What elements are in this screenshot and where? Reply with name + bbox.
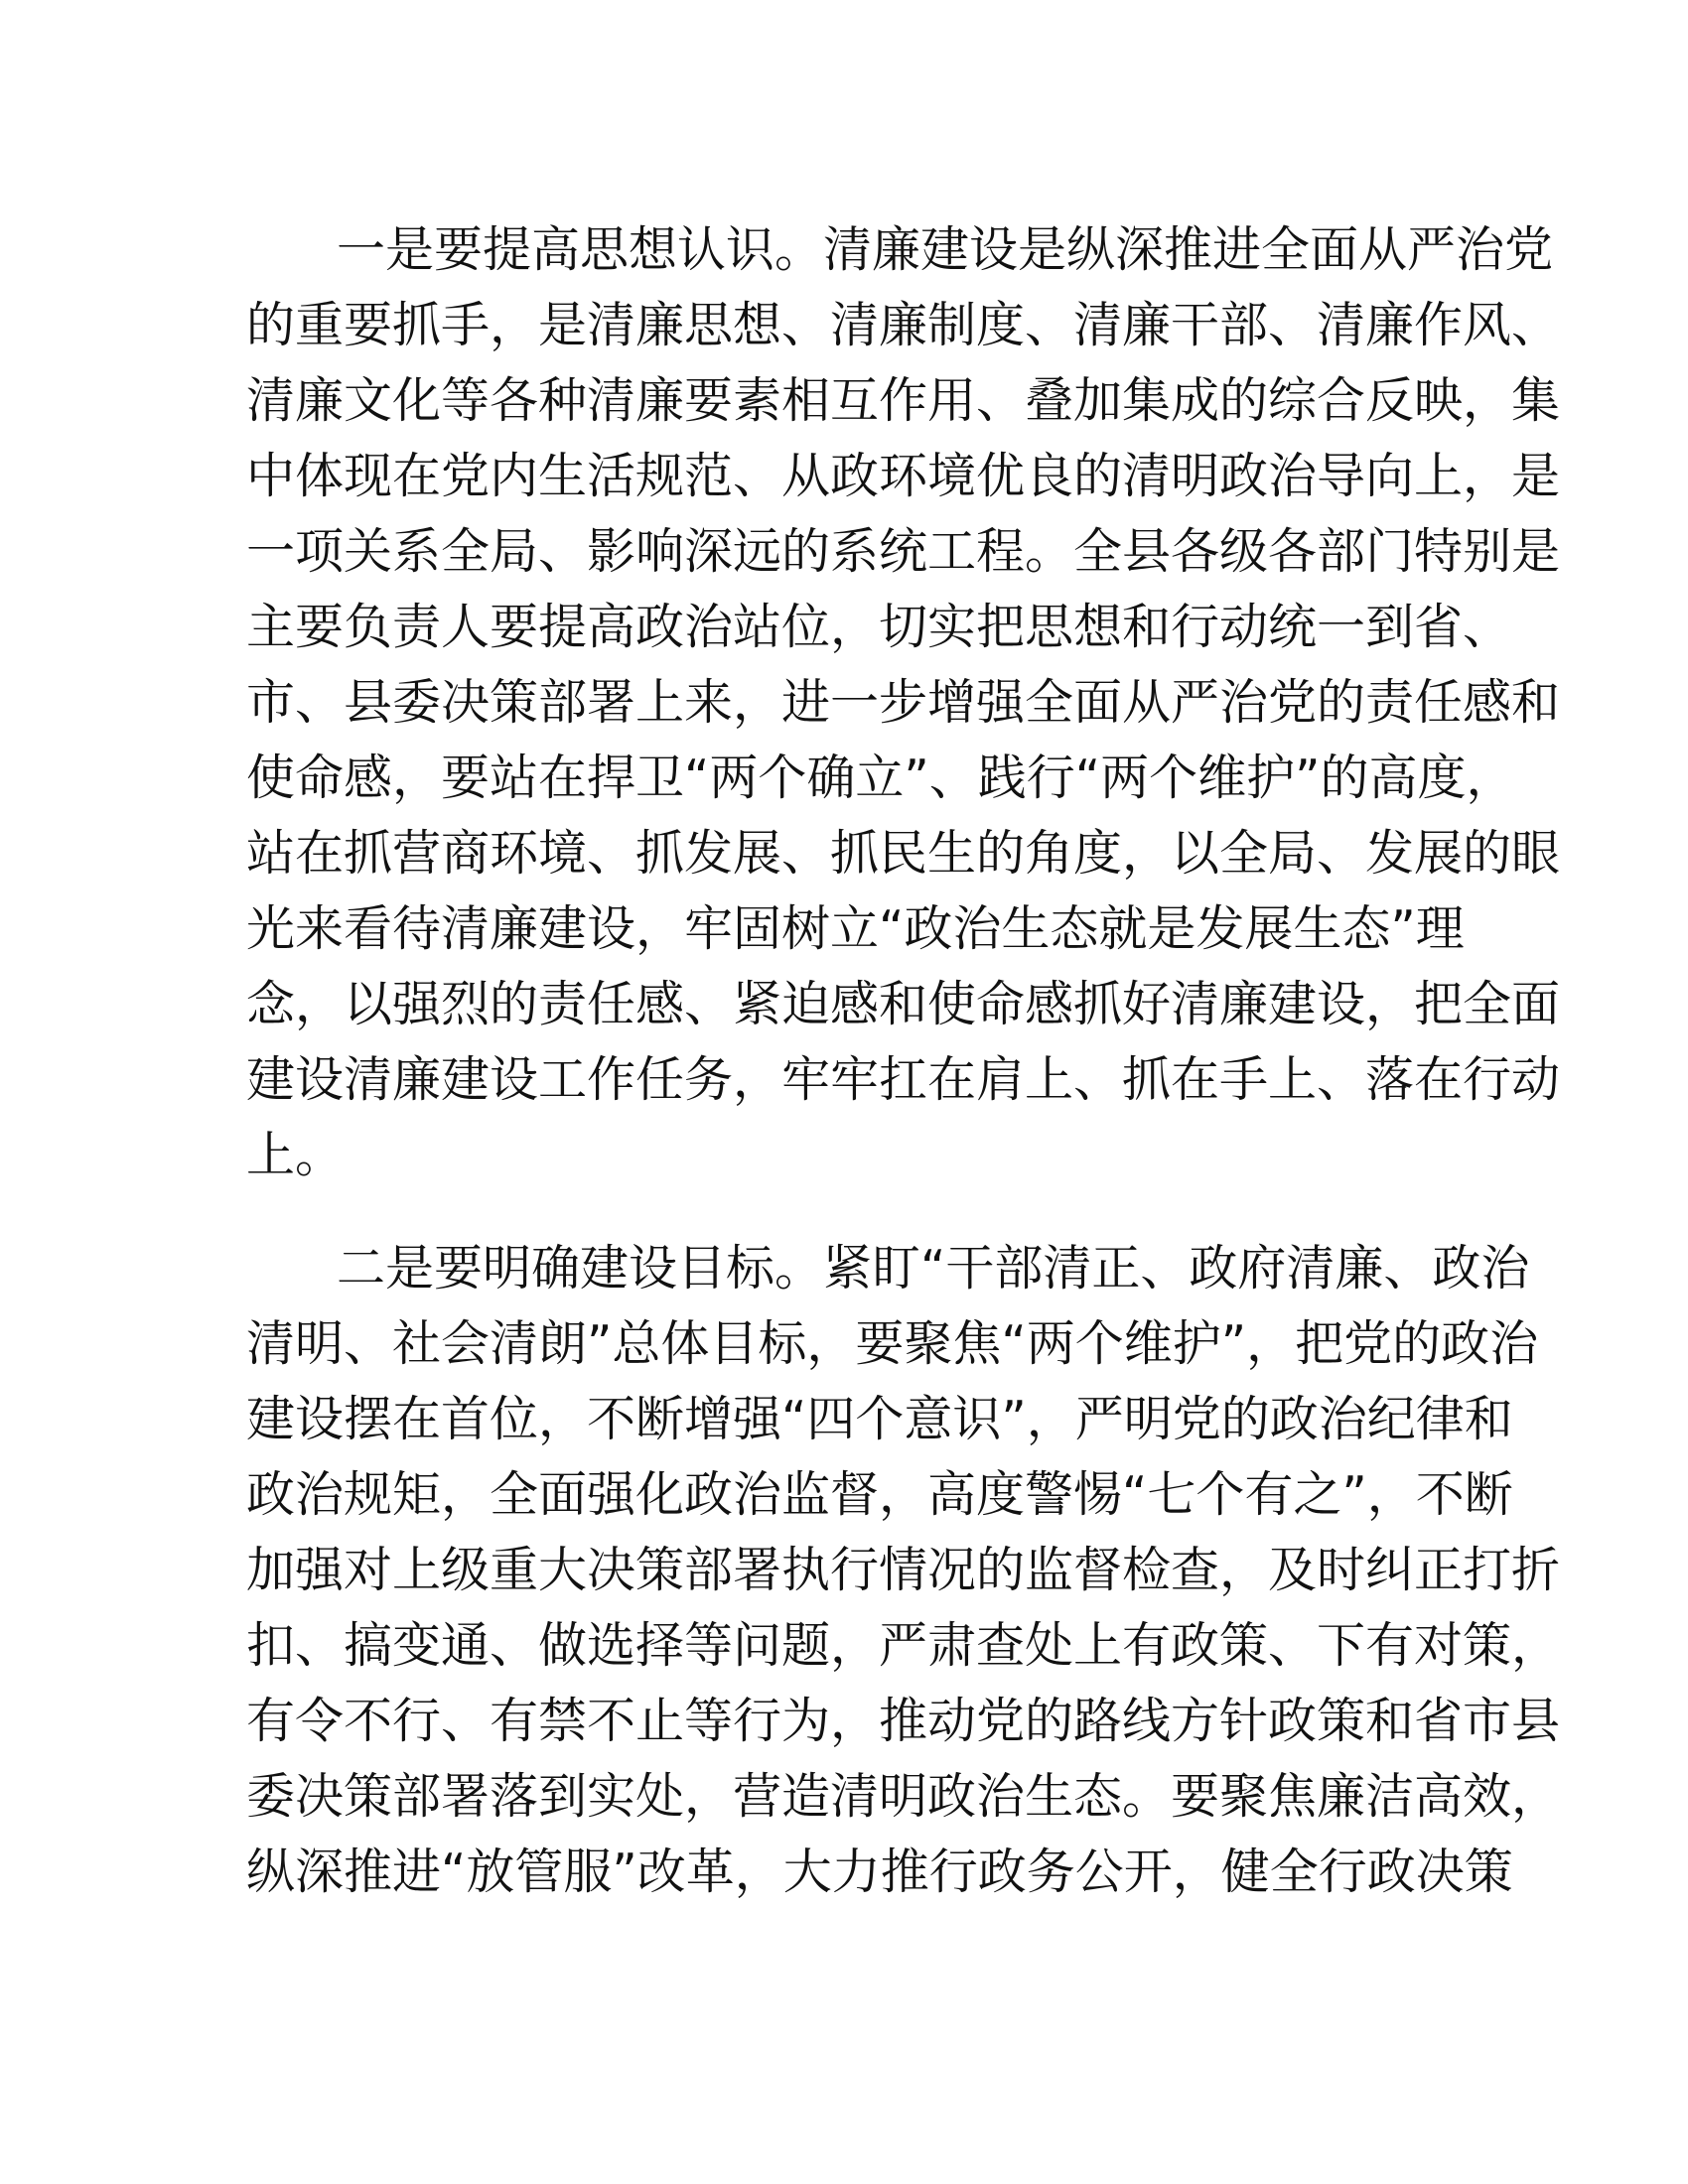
paragraph-2-line-3: 建设摆在首位，不断增强“四个意识”，严明党的政治纪律和	[246, 1391, 1513, 1447]
paragraph-1-line-12: 建设清廉建设工作任务，牢牢扛在肩上、抓在手上、落在行动	[246, 1051, 1561, 1108]
paragraph-2-line-8: 委决策部署落到实处，营造清明政治生态。要聚焦廉洁高效，	[246, 1768, 1561, 1825]
paragraph-2-line-5: 加强对上级重大决策部署执行情况的监督检查，及时纠正打折	[246, 1542, 1561, 1598]
paragraph-1-line-13: 上。	[246, 1127, 345, 1183]
paragraph-2-line-2: 清明、社会清朗”总体目标，要聚焦“两个维护”，把党的政治	[246, 1315, 1539, 1372]
paragraph-1-line-9: 站在抓营商环境、抓发展、抓民生的角度，以全局、发展的眼	[246, 825, 1561, 882]
paragraph-1-line-8: 使命感，要站在捍卫“两个确立”、践行“两个维护”的高度，	[246, 750, 1515, 806]
paragraph-1-line-6: 主要负责人要提高政治站位，切实把思想和行动统一到省、	[246, 599, 1512, 655]
paragraph-2-line-4: 政治规矩，全面强化政治监督，高度警惕“七个有之”，不断	[246, 1466, 1513, 1523]
paragraph-1-line-10: 光来看待清廉建设，牢固树立“政治生态就是发展生态”理	[246, 900, 1465, 957]
paragraph-1-line-3: 清廉文化等各种清廉要素相互作用、叠加集成的综合反映，集	[246, 372, 1561, 429]
paragraph-1-line-2: 的重要抓手，是清廉思想、清廉制度、清廉干部、清廉作风、	[246, 297, 1561, 353]
paragraph-1-line-5: 一项关系全局、影响深远的系统工程。全县各级各部门特别是	[246, 523, 1561, 580]
paragraph-2-line-6: 扣、搞变通、做选择等问题，严肃查处上有政策、下有对策，	[246, 1617, 1561, 1674]
paragraph-2-line-7: 有令不行、有禁不止等行为，推动党的路线方针政策和省市县	[246, 1693, 1561, 1749]
paragraph-1-line-1: 一是要提高思想认识。清廉建设是纵深推进全面从严治党	[337, 221, 1554, 278]
paragraph-1-line-7: 市、县委决策部署上来，进一步增强全面从严治党的责任感和	[246, 674, 1561, 731]
paragraph-1-line-11: 念，以强烈的责任感、紧迫感和使命感抓好清廉建设，把全面	[246, 976, 1561, 1032]
paragraph-2-line-1: 二是要明确建设目标。紧盯“干部清正、政府清廉、政治	[337, 1240, 1530, 1297]
paragraph-2-line-9: 纵深推进“放管服”改革，大力推行政务公开，健全行政决策	[246, 1843, 1513, 1900]
paragraph-1-line-4: 中体现在党内生活规范、从政环境优良的清明政治导向上，是	[246, 448, 1561, 504]
